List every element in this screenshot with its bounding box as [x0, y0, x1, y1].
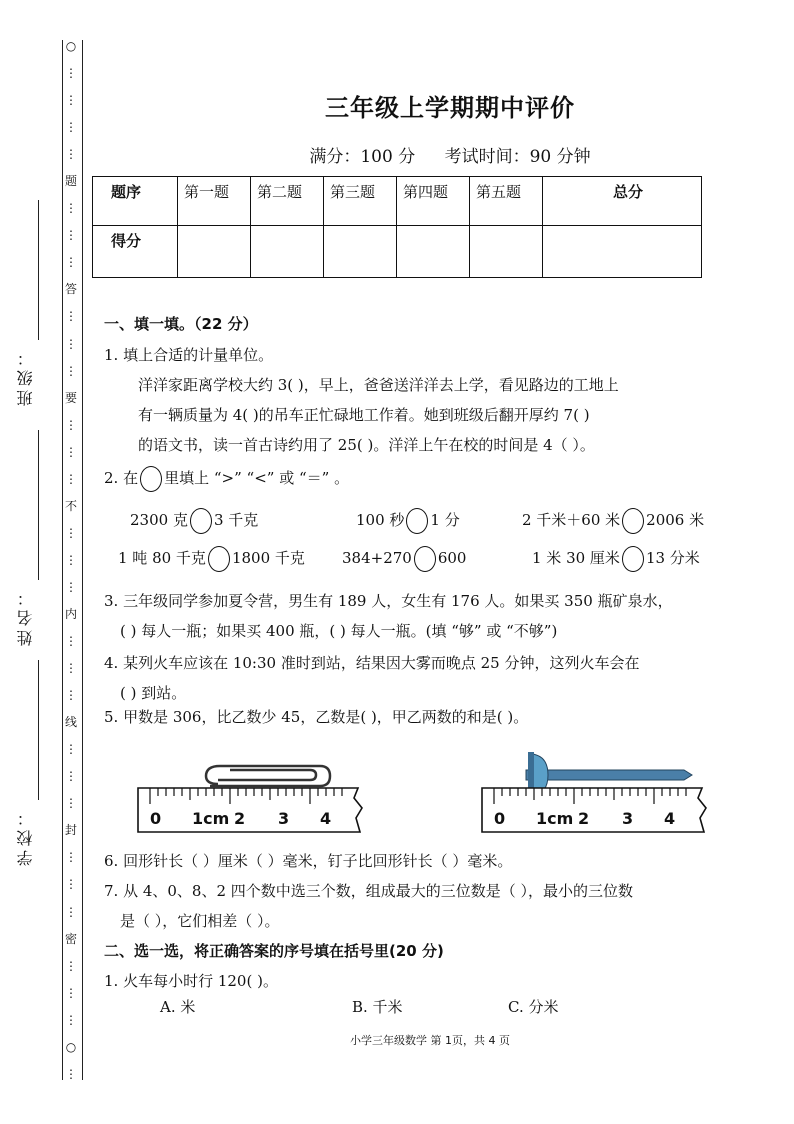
name-label: 姓名：	[16, 586, 35, 646]
ruler-paperclip-figure	[130, 748, 370, 838]
s2-q1: 1. 火车每小时行 120( )。	[104, 972, 278, 990]
q2-item: 1 吨 80 千克 1800 千克	[118, 546, 305, 572]
q1-line2: 有一辆质量为 4( )的吊车正忙碌地工作着。她到班级后翻开厚约 7( )	[138, 406, 590, 424]
q1-line3: 的语文书，读一首古诗约用了 25( )。洋洋上午在校的时间是 4（ ）。	[138, 436, 595, 454]
compare-circle[interactable]	[414, 546, 436, 572]
ring-bottom: ○	[65, 1039, 77, 1054]
seal-char: 封	[64, 823, 77, 838]
compare-circle[interactable]	[406, 508, 428, 534]
seal-char: 答	[64, 282, 77, 297]
q6: 6. 回形针长（ ）厘米（ ）毫米，钉子比回形针长（ ）毫米。	[104, 852, 513, 870]
school-underline	[38, 660, 39, 800]
ruler-tick-label: 1cm	[536, 809, 574, 828]
score-input-cell[interactable]	[324, 226, 397, 278]
exam-time: 考试时间：90 分钟	[444, 147, 591, 167]
score-input-cell[interactable]	[178, 226, 251, 278]
section1-heading: 一、填一填。（22 分）	[104, 315, 258, 333]
page-footer: 小学三年级数学 第 1页，共 4 页	[350, 1034, 510, 1047]
ring-top: ○	[65, 39, 77, 53]
option-a[interactable]: A. 米	[160, 998, 196, 1016]
class-underline	[38, 200, 39, 340]
school-label: 学校：	[16, 806, 35, 866]
binding-line-left	[62, 40, 63, 1080]
score-header-cell: 第四题	[397, 177, 470, 226]
score-header-cell: 第一题	[178, 177, 251, 226]
section2-heading: 二、选一选，将正确答案的序号填在括号里(20 分)	[104, 942, 444, 960]
seal-char: 不	[64, 498, 77, 513]
compare-circle[interactable]	[190, 508, 212, 534]
compare-circle	[140, 466, 162, 492]
q2-item: 384+270 600	[342, 546, 466, 572]
compare-circle[interactable]	[622, 546, 644, 572]
option-b[interactable]: B. 千米	[352, 998, 403, 1016]
seal-column: ○ ⋮ ⋮ ⋮ ⋮ 题 ⋮ ⋮ ⋮ 答 ⋮ ⋮ ⋮ 要 ⋮ ⋮ ⋮ 不 ⋮ ⋮ ⋮ 内 ⋮ ⋮ ⋮ 线 ⋮ ⋮ ⋮ 封 ⋮ ⋮ ⋮ 密 ⋮ ⋮ ⋮ ○ ⋮	[64, 39, 77, 1081]
q4-line2: ( ) 到站。	[120, 684, 187, 702]
q1-line1: 洋洋家距离学校大约 3( )，早上，爸爸送洋洋去上学，看见路边的工地上	[138, 376, 619, 394]
ruler-tick-label: 4	[320, 809, 332, 828]
exam-subtitle	[100, 142, 794, 167]
score-header-cell: 第五题	[470, 177, 543, 226]
score-header-cell: 题序	[93, 177, 178, 226]
score-input-cell[interactable]	[543, 226, 702, 278]
q2-item: 100 秒 1 分	[356, 508, 460, 534]
q2-item: 2300 克 3 千克	[130, 508, 258, 534]
ruler-tick-label: 0	[150, 809, 162, 828]
compare-circle[interactable]	[208, 546, 230, 572]
ruler-tick-label: 2	[578, 809, 590, 828]
ruler-tick-label: 2	[234, 809, 246, 828]
score-header-cell: 总分	[543, 177, 702, 226]
binding-strip	[0, 0, 90, 1124]
q4-line1: 4. 某列火车应该在 10:30 准时到站，结果因大雾而晚点 25 分钟，这列火车会在	[104, 654, 640, 672]
exam-title: 三年级上学期期中评价	[325, 94, 575, 122]
q5: 5. 甲数是 306，比乙数少 45，乙数是( )，甲乙两数的和是( )。	[104, 708, 529, 726]
q2-item: 2 千米＋60 米 2006 米	[522, 508, 704, 534]
ruler-tick-label: 3	[278, 809, 290, 828]
ruler-tick-label: 0	[494, 809, 506, 828]
seal-char: 内	[64, 606, 77, 621]
seal-char: 要	[64, 390, 77, 405]
score-input-cell[interactable]	[397, 226, 470, 278]
ruler-tick-label: 3	[622, 809, 634, 828]
full-score: 满分：100 分	[309, 147, 416, 167]
seal-char: 题	[64, 174, 77, 189]
q3-line2: ( ) 每人一瓶；如果买 400 瓶，( ) 每人一瓶。(填 “够” 或 “不够”)	[120, 622, 558, 640]
score-header-cell: 第三题	[324, 177, 397, 226]
q2-item: 1 米 30 厘米 13 分米	[532, 546, 700, 572]
score-table	[92, 176, 702, 278]
paperclip-icon	[206, 766, 330, 786]
name-underline	[38, 430, 39, 580]
binding-line-right	[82, 40, 83, 1080]
score-input-cell[interactable]	[470, 226, 543, 278]
option-c[interactable]: C. 分米	[508, 998, 559, 1016]
q1-stem: 1. 填上合适的计量单位。	[104, 346, 274, 364]
seal-char: 密	[64, 931, 77, 946]
q7-line1: 7. 从 4、0、8、2 四个数中选三个数，组成最大的三位数是（ ），最小的三位数	[104, 882, 634, 900]
score-header-cell: 第二题	[251, 177, 324, 226]
score-input-cell[interactable]	[251, 226, 324, 278]
q2-stem: 2. 在 里填上 “>” “<” 或 “＝” 。	[104, 466, 349, 492]
class-label: 班级：	[16, 346, 35, 406]
q3-line1: 3. 三年级同学参加夏令营，男生有 189 人，女生有 176 人。如果买 350 瓶矿泉水，	[104, 592, 673, 610]
score-row-label: 得分	[93, 226, 178, 278]
compare-circle[interactable]	[622, 508, 644, 534]
ruler-tick-label: 1cm	[192, 809, 230, 828]
q7-line2: 是（ ），它们相差（ ）。	[120, 912, 280, 930]
ruler-nail-figure	[474, 748, 714, 838]
seal-char: 线	[64, 715, 77, 730]
ruler-tick-label: 4	[664, 809, 676, 828]
